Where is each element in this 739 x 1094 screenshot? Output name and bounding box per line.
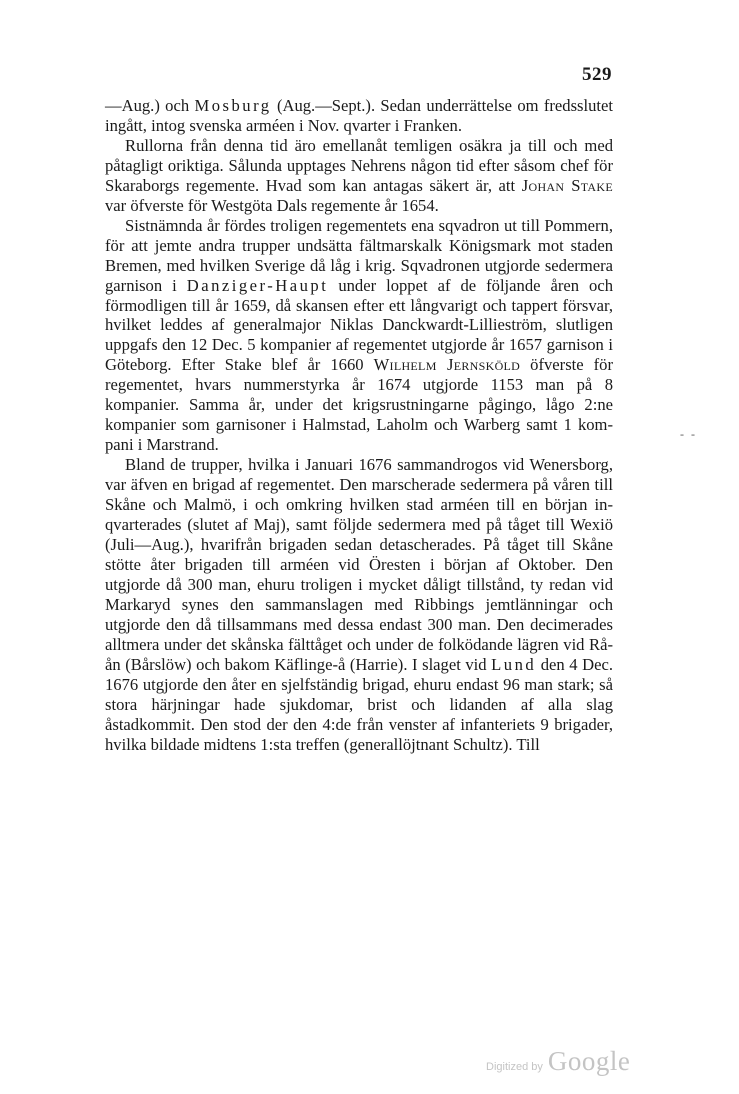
google-logo: Google: [547, 1046, 631, 1076]
margin-mark: - -: [680, 427, 697, 441]
page-number: 529: [582, 64, 612, 85]
small-caps-name: Johan Stake: [521, 175, 613, 195]
paragraph: Bland de trupper, hvilka i Januari 1676 sammandrogos vid Wenersborg, var äfven en brigad af regementet. Den marscherade sedermera på våren till Skåne och Malmö, i och omkring hvilken stad arméen till en början inqvarterades (slutet af Maj), samt följde sedermera med på tåget till Wexiö (Juli—Aug.), hvarifrån brigaden sedan detascherades. På tåget till Skåne stötte åter brigaden till arméen vid Öresten i början af Oktober. Den utgjorde då 300 man, ehuru troligen i mycket dåligt tillstånd, ty redan vid Markaryd synes den sammanslagen med Ribbings jemtlänningar och utgjorde den då tillsammans med dessa endast 300 man. Den decimerades alltmera under det skånska fälttåget och under de folködande lägren vid Rå-ån (Bårslöw) och bakom Käflinge-å (Harrie). I slaget vid Lund den 4 Dec. 1676 utgjorde den åter en sjelfständig brigad, ehuru endast 96 man stark; så stora härjningar hade sjukdomar, brist och lidanden af alla slag åstadkommit. Den stod der den 4:de från venster af infanteriets 9 brigader, hvilka bildade midtens 1:sta treffen (generallöjtnant Schultz). Till: [105, 455, 613, 754]
small-caps-name: Wilhelm Jernsköld: [373, 355, 521, 375]
spaced-name: Mosburg: [194, 96, 272, 115]
spaced-name: Danziger-Haupt: [186, 275, 329, 295]
paragraph: Rullorna från denna tid äro emellanåt temligen osäkra ja till och med påtagligt oriktiga. Sålunda upptages Nehrens någon tid efter såsom chef för Skaraborgs regemente. Hvad som kan antagas säkert är, att Johan Stake var öfverste för Westgöta Dals regemente år 1654.: [105, 135, 613, 215]
watermark-prefix: Digitized by: [486, 1061, 543, 1073]
body-text: [105, 96, 613, 754]
paragraph: —Aug.) och Mosburg (Aug.—Sept.). Sedan underrättelse om fredsslutet ingått, intog svenska arméen i Nov. qvarter i Franken.: [105, 96, 613, 135]
paragraph: Sistnämnda år fördes troligen regementets ena sqvadron ut till Pommern, för att jemte andra trupper undsätta fältmarskalk Königsmark mot staden Bremen, med hvilken Sverige då låg i krig. Sqvadronen utgjorde sedermera garnison i Danziger-Haupt under loppet af de följande åren och förmodligen till år 1659, då skansen efter ett långvarigt och tappert försvar, hvilket leddes af generalmajor Niklas Danckwardt-Lillieström, slutligen uppgafs den 12 Dec. 5 kompanier af regementet utgjorde år 1657 garnison i Göteborg. Efter Stake blef år 1660 Wilhelm Jernsköld öfverste för regementet, hvars nummerstyrka år 1674 utgjorde 1153 man på 8 kompanier. Samma år, under det krigsrustningarne pågingo, lågo 2:ne kompanier som garnisoner i Halmstad, Laholm och Warberg samt 1 kompani i Marstrand.: [105, 215, 613, 455]
spaced-name: Lund: [491, 654, 537, 674]
digitized-watermark: [486, 1046, 646, 1077]
